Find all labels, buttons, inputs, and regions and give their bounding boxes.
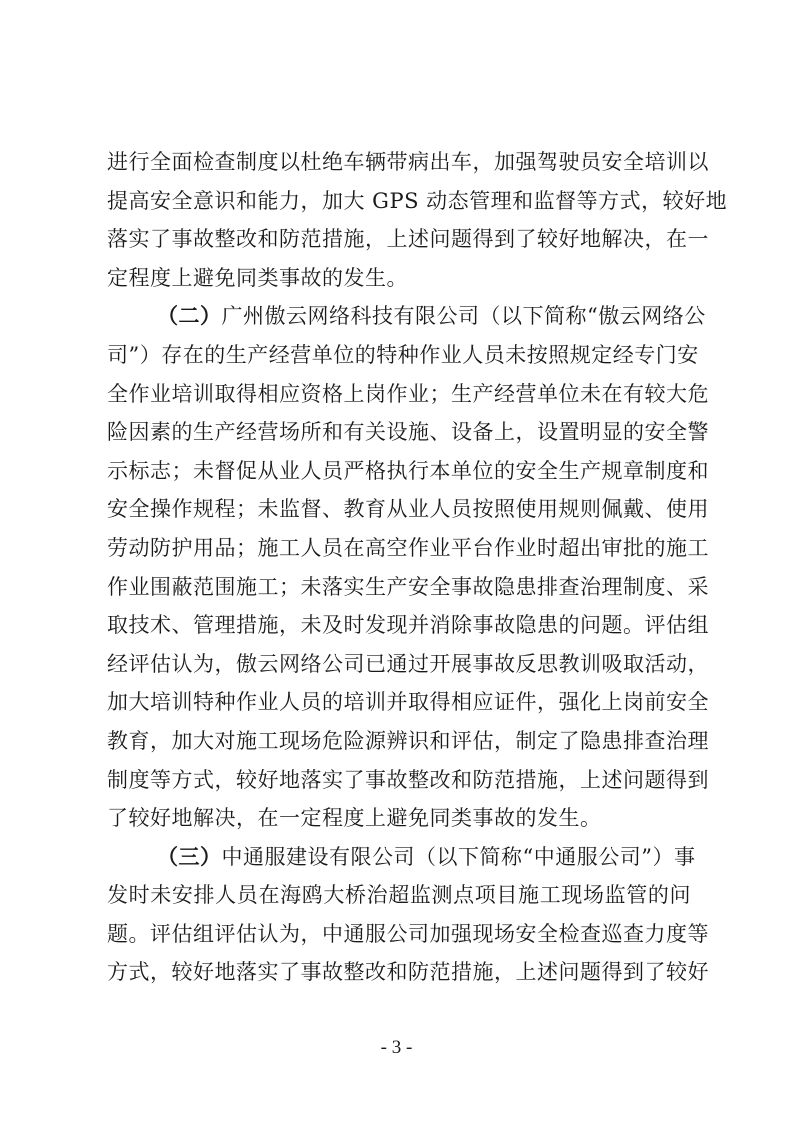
- text-line: 定程度上避免同类事故的发生。: [107, 265, 408, 290]
- text-line: 险因素的生产经营场所和有关设施、设备上，设置明显的安全警: [107, 420, 709, 445]
- page-number: - 3 -: [380, 1037, 413, 1058]
- section-marker: （二）: [157, 304, 222, 329]
- text-line: 劳动防护用品；施工人员在高空作业平台作业时超出审批的施工: [107, 535, 709, 560]
- text-line: 方式，较好地落实了事故整改和防范措施，上述问题得到了较好: [107, 960, 709, 985]
- section-heading-line: [107, 838, 696, 877]
- text-line: 全作业培训取得相应资格上岗作业；生产经营单位未在有较大危: [107, 381, 709, 406]
- paragraph-section-2: [107, 297, 709, 837]
- text-line: 提高安全意识和能力，加大 GPS 动态管理和监督等方式，较好地: [107, 188, 728, 213]
- text-line: 题。评估组评估认为，中通服公司加强现场安全检查巡查力度等: [107, 921, 709, 946]
- text-line: 落实了事故整改和防范措施，上述问题得到了较好地解决，在一: [107, 227, 709, 252]
- section-heading-line: [107, 297, 706, 336]
- text-line: 司”）存在的生产经营单位的特种作业人员未按照规定经专门安: [107, 342, 699, 367]
- paragraph-continued: [107, 143, 728, 297]
- text-line: 制度等方式，较好地落实了事故整改和防范措施，上述问题得到: [107, 767, 709, 792]
- text-line: 取技术、管理措施，未及时发现并消除事故隐患的问题。评估组: [107, 613, 709, 638]
- text-line: 了较好地解决，在一定程度上避免同类事故的发生。: [107, 806, 602, 831]
- text-line: 安全操作规程；未监督、教育从业人员按照使用规则佩戴、使用: [107, 497, 709, 522]
- section-heading-text: 中通服建设有限公司（以下简称“中通服公司”）事: [221, 844, 696, 869]
- text-line: 进行全面检查制度以杜绝车辆带病出车，加强驾驶员安全培训以: [107, 150, 709, 174]
- text-line: 发时未安排人员在海鸥大桥治超监测点项目施工现场监管的问: [107, 883, 691, 908]
- body-text: [107, 143, 728, 992]
- paragraph-section-3: [107, 838, 709, 992]
- text-line: 示标志；未督促从业人员严格执行本单位的安全生产规章制度和: [107, 458, 709, 483]
- text-line: 经评估认为，傲云网络公司已通过开展事故反思教训吸取活动，: [107, 651, 709, 676]
- text-line: 作业围蔽范围施工；未落实生产安全事故隐患排查治理制度、采: [107, 574, 709, 599]
- text-line: 加大培训特种作业人员的培训并取得相应证件，强化上岗前安全: [107, 690, 709, 715]
- text-line: 教育，加大对施工现场危险源辨识和评估，制定了隐患排查治理: [107, 728, 709, 753]
- section-marker: （三）: [157, 844, 222, 869]
- section-heading-text: 广州傲云网络科技有限公司（以下简称“傲云网络公: [221, 304, 706, 329]
